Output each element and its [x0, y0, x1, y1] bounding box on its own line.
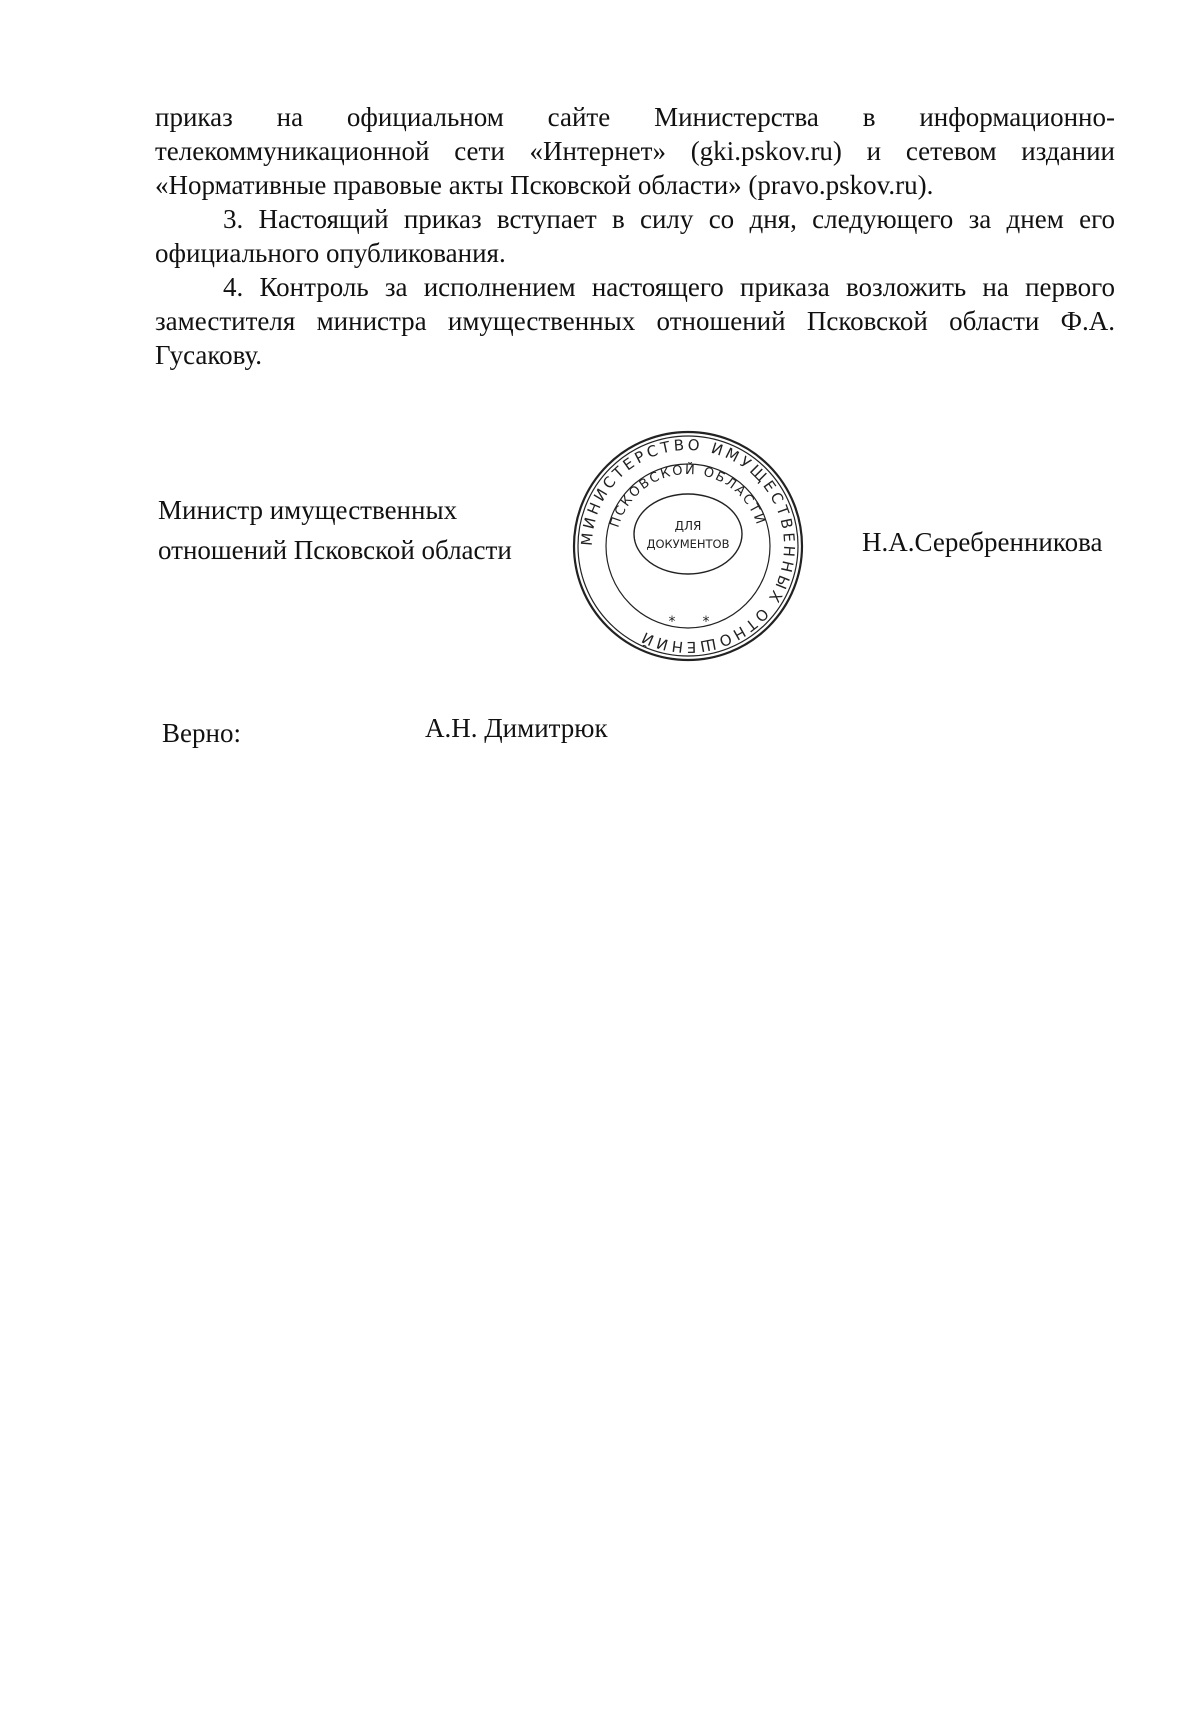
signatory-name: Н.А.Серебренникова: [862, 527, 1103, 557]
seal-inner-ring: [634, 494, 742, 574]
paragraph-effective-date: 3. Настоящий приказ вступает в силу со дня, следующего за днем его официального опубликования.: [155, 204, 1115, 268]
seal-center-line2: ДОКУМЕНТОВ: [646, 537, 730, 551]
attestation-label: Верно:: [162, 718, 241, 748]
official-seal: [568, 426, 808, 666]
signatory-title: [158, 490, 512, 570]
seal-star-left: *: [668, 614, 676, 630]
seal-inner-text: ПСКОВСКОЙ ОБЛАСТИ: [607, 462, 768, 530]
seal-star-right: *: [702, 614, 710, 630]
seal-center-line1: ДЛЯ: [674, 519, 702, 533]
signatory-title-line1: Министр имущественных: [158, 495, 458, 525]
seal-outer-text: МИНИСТЕРСТВО ИМУЩЕСТВЕННЫХ ОТНОШЕНИЙ: [577, 435, 799, 657]
attestation-name: А.Н. Димитрюк: [425, 713, 608, 743]
paragraph-control: 4. Контроль за исполнением настоящего приказа возложить на первого заместителя министра имущественных отношений Псковской области Ф.А. Гусакову.: [155, 272, 1115, 370]
paragraph-publication: приказ на официальном сайте Министерства в информационно-телекоммуникационной сети «Интернет» (gki.pskov.ru) и сетевом издании «Нормативные правовые акты Псковской области» (pravo.pskov.ru).: [155, 102, 1115, 200]
document-body: [155, 100, 1115, 372]
signatory-title-line2: отношений Псковской области: [158, 535, 512, 565]
